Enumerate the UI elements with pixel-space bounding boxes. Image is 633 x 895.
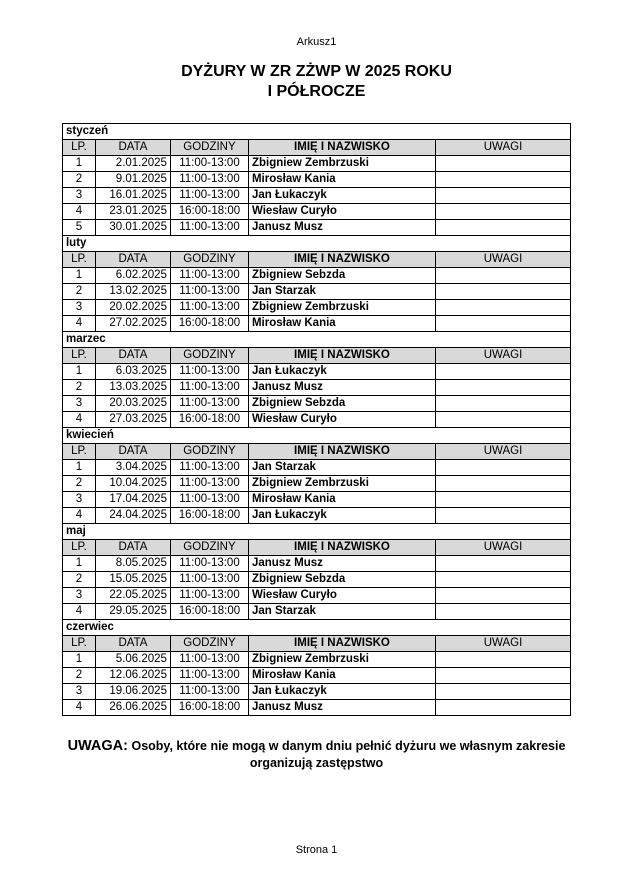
- note-text: Osoby, które nie mogą w danym dniu pełnić dyżuru we własnym zakresie organizują zastępstwo: [131, 739, 566, 770]
- date-cell: 3.04.2025: [95, 460, 170, 476]
- date-cell: 22.05.2025: [95, 588, 170, 604]
- duty-row: [62, 604, 570, 620]
- duty-row: [62, 684, 570, 700]
- duty-row: [62, 652, 570, 668]
- name-cell: Wiesław Curyło: [248, 204, 435, 220]
- hours-cell: 16:00-18:00: [170, 700, 248, 716]
- duty-row: [62, 492, 570, 508]
- hours-cell: 16:00-18:00: [170, 316, 248, 332]
- month-label: luty: [62, 236, 570, 252]
- hours-cell: 11:00-13:00: [170, 476, 248, 492]
- document-title: [0, 62, 633, 102]
- remarks-cell: [435, 412, 570, 428]
- name-cell: Jan Starzak: [248, 460, 435, 476]
- duty-row: [62, 316, 570, 332]
- duty-table: [62, 123, 571, 716]
- remarks-cell: [435, 476, 570, 492]
- month-row: [62, 620, 570, 636]
- column-header: IMIĘ I NAZWISKO: [248, 636, 435, 652]
- column-header: DATA: [95, 348, 170, 364]
- column-header-row: [62, 444, 570, 460]
- duty-row: [62, 668, 570, 684]
- date-cell: 6.03.2025: [95, 364, 170, 380]
- column-header: LP.: [62, 140, 95, 156]
- duty-row: [62, 172, 570, 188]
- page-number: Strona 1: [295, 844, 338, 856]
- date-cell: 27.03.2025: [95, 412, 170, 428]
- column-header: UWAGI: [435, 636, 570, 652]
- remarks-cell: [435, 172, 570, 188]
- lp-cell: 1: [62, 156, 95, 172]
- date-cell: 8.05.2025: [95, 556, 170, 572]
- month-section: [62, 332, 570, 428]
- duty-row: [62, 300, 570, 316]
- date-cell: 13.03.2025: [95, 380, 170, 396]
- hours-cell: 16:00-18:00: [170, 604, 248, 620]
- duty-row: [62, 188, 570, 204]
- lp-cell: 3: [62, 396, 95, 412]
- name-cell: Jan Starzak: [248, 284, 435, 300]
- column-header: GODZINY: [170, 540, 248, 556]
- column-header: DATA: [95, 636, 170, 652]
- remarks-cell: [435, 364, 570, 380]
- duty-row: [62, 508, 570, 524]
- lp-cell: 4: [62, 412, 95, 428]
- date-cell: 23.01.2025: [95, 204, 170, 220]
- column-header: LP.: [62, 348, 95, 364]
- lp-cell: 4: [62, 316, 95, 332]
- date-cell: 12.06.2025: [95, 668, 170, 684]
- month-row: [62, 524, 570, 540]
- column-header: UWAGI: [435, 348, 570, 364]
- name-cell: Zbigniew Sebzda: [248, 572, 435, 588]
- name-cell: Wiesław Curyło: [248, 412, 435, 428]
- hours-cell: 11:00-13:00: [170, 300, 248, 316]
- remarks-cell: [435, 380, 570, 396]
- lp-cell: 2: [62, 476, 95, 492]
- duty-row: [62, 556, 570, 572]
- remarks-cell: [435, 700, 570, 716]
- date-cell: 10.04.2025: [95, 476, 170, 492]
- column-header: LP.: [62, 540, 95, 556]
- month-section: [62, 524, 570, 620]
- column-header: IMIĘ I NAZWISKO: [248, 444, 435, 460]
- date-cell: 27.02.2025: [95, 316, 170, 332]
- date-cell: 24.04.2025: [95, 508, 170, 524]
- hours-cell: 11:00-13:00: [170, 588, 248, 604]
- date-cell: 13.02.2025: [95, 284, 170, 300]
- duty-row: [62, 700, 570, 716]
- date-cell: 17.04.2025: [95, 492, 170, 508]
- lp-cell: 2: [62, 572, 95, 588]
- hours-cell: 11:00-13:00: [170, 284, 248, 300]
- hours-cell: 11:00-13:00: [170, 172, 248, 188]
- duty-row: [62, 220, 570, 236]
- column-header: IMIĘ I NAZWISKO: [248, 540, 435, 556]
- month-label: marzec: [62, 332, 570, 348]
- lp-cell: 2: [62, 172, 95, 188]
- remarks-cell: [435, 684, 570, 700]
- name-cell: Janusz Musz: [248, 700, 435, 716]
- name-cell: Mirosław Kania: [248, 172, 435, 188]
- duty-row: [62, 284, 570, 300]
- hours-cell: 16:00-18:00: [170, 412, 248, 428]
- month-row: [62, 236, 570, 252]
- column-header: IMIĘ I NAZWISKO: [248, 348, 435, 364]
- name-cell: Jan Łukaczyk: [248, 684, 435, 700]
- remarks-cell: [435, 556, 570, 572]
- lp-cell: 3: [62, 684, 95, 700]
- date-cell: 30.01.2025: [95, 220, 170, 236]
- remarks-cell: [435, 300, 570, 316]
- month-section: [62, 236, 570, 332]
- lp-cell: 1: [62, 556, 95, 572]
- column-header: DATA: [95, 252, 170, 268]
- remarks-cell: [435, 268, 570, 284]
- note-label: UWAGA:: [67, 738, 128, 754]
- hours-cell: 11:00-13:00: [170, 156, 248, 172]
- date-cell: 5.06.2025: [95, 652, 170, 668]
- name-cell: Janusz Musz: [248, 220, 435, 236]
- name-cell: Jan Łukaczyk: [248, 188, 435, 204]
- remarks-cell: [435, 396, 570, 412]
- column-header: GODZINY: [170, 444, 248, 460]
- month-row: [62, 332, 570, 348]
- lp-cell: 4: [62, 204, 95, 220]
- column-header: GODZINY: [170, 348, 248, 364]
- name-cell: Zbigniew Zembrzuski: [248, 300, 435, 316]
- column-header: UWAGI: [435, 140, 570, 156]
- duty-row: [62, 588, 570, 604]
- column-header: IMIĘ I NAZWISKO: [248, 140, 435, 156]
- column-header: DATA: [95, 540, 170, 556]
- remarks-cell: [435, 508, 570, 524]
- remarks-cell: [435, 460, 570, 476]
- duty-row: [62, 268, 570, 284]
- column-header-row: [62, 140, 570, 156]
- remarks-cell: [435, 220, 570, 236]
- lp-cell: 4: [62, 508, 95, 524]
- duty-row: [62, 364, 570, 380]
- lp-cell: 2: [62, 668, 95, 684]
- remarks-cell: [435, 316, 570, 332]
- lp-cell: 1: [62, 460, 95, 476]
- month-section: [62, 620, 570, 716]
- hours-cell: 11:00-13:00: [170, 364, 248, 380]
- column-header-row: [62, 540, 570, 556]
- hours-cell: 11:00-13:00: [170, 380, 248, 396]
- date-cell: 26.06.2025: [95, 700, 170, 716]
- hours-cell: 16:00-18:00: [170, 508, 248, 524]
- date-cell: 6.02.2025: [95, 268, 170, 284]
- date-cell: 20.02.2025: [95, 300, 170, 316]
- hours-cell: 16:00-18:00: [170, 204, 248, 220]
- column-header: DATA: [95, 140, 170, 156]
- remarks-cell: [435, 204, 570, 220]
- name-cell: Janusz Musz: [248, 380, 435, 396]
- name-cell: Jan Łukaczyk: [248, 508, 435, 524]
- remarks-cell: [435, 572, 570, 588]
- duty-row: [62, 572, 570, 588]
- duty-row: [62, 204, 570, 220]
- month-row: [62, 124, 570, 140]
- hours-cell: 11:00-13:00: [170, 684, 248, 700]
- remarks-cell: [435, 604, 570, 620]
- hours-cell: 11:00-13:00: [170, 396, 248, 412]
- column-header: GODZINY: [170, 140, 248, 156]
- lp-cell: 2: [62, 284, 95, 300]
- month-label: maj: [62, 524, 570, 540]
- column-header: UWAGI: [435, 540, 570, 556]
- duty-row: [62, 412, 570, 428]
- document-title-line1: DYŻURY W ZR ZŻWP W 2025 ROKU: [181, 63, 452, 80]
- lp-cell: 5: [62, 220, 95, 236]
- lp-cell: 3: [62, 188, 95, 204]
- column-header-row: [62, 636, 570, 652]
- lp-cell: 1: [62, 652, 95, 668]
- lp-cell: 4: [62, 604, 95, 620]
- lp-cell: 3: [62, 492, 95, 508]
- date-cell: 2.01.2025: [95, 156, 170, 172]
- remarks-cell: [435, 156, 570, 172]
- name-cell: Zbigniew Zembrzuski: [248, 156, 435, 172]
- column-header: GODZINY: [170, 252, 248, 268]
- remarks-cell: [435, 588, 570, 604]
- sheet-name-label: Arkusz1: [296, 36, 337, 48]
- date-cell: 29.05.2025: [95, 604, 170, 620]
- column-header: LP.: [62, 444, 95, 460]
- note: [66, 738, 568, 772]
- date-cell: 19.06.2025: [95, 684, 170, 700]
- remarks-cell: [435, 652, 570, 668]
- column-header: DATA: [95, 444, 170, 460]
- name-cell: Zbigniew Sebzda: [248, 396, 435, 412]
- date-cell: 16.01.2025: [95, 188, 170, 204]
- lp-cell: 2: [62, 380, 95, 396]
- lp-cell: 3: [62, 300, 95, 316]
- name-cell: Mirosław Kania: [248, 492, 435, 508]
- column-header: LP.: [62, 636, 95, 652]
- date-cell: 15.05.2025: [95, 572, 170, 588]
- duty-row: [62, 380, 570, 396]
- column-header: UWAGI: [435, 444, 570, 460]
- hours-cell: 11:00-13:00: [170, 220, 248, 236]
- duty-row: [62, 460, 570, 476]
- hours-cell: 11:00-13:00: [170, 556, 248, 572]
- lp-cell: 1: [62, 268, 95, 284]
- name-cell: Zbigniew Zembrzuski: [248, 652, 435, 668]
- hours-cell: 11:00-13:00: [170, 188, 248, 204]
- remarks-cell: [435, 668, 570, 684]
- column-header: LP.: [62, 252, 95, 268]
- duty-row: [62, 476, 570, 492]
- lp-cell: 3: [62, 588, 95, 604]
- duty-row: [62, 396, 570, 412]
- remarks-cell: [435, 188, 570, 204]
- name-cell: Zbigniew Zembrzuski: [248, 476, 435, 492]
- date-cell: 9.01.2025: [95, 172, 170, 188]
- hours-cell: 11:00-13:00: [170, 492, 248, 508]
- name-cell: Zbigniew Sebzda: [248, 268, 435, 284]
- column-header-row: [62, 348, 570, 364]
- name-cell: Jan Starzak: [248, 604, 435, 620]
- month-label: styczeń: [62, 124, 570, 140]
- hours-cell: 11:00-13:00: [170, 572, 248, 588]
- month-label: kwiecień: [62, 428, 570, 444]
- hours-cell: 11:00-13:00: [170, 268, 248, 284]
- remarks-cell: [435, 284, 570, 300]
- hours-cell: 11:00-13:00: [170, 460, 248, 476]
- column-header: IMIĘ I NAZWISKO: [248, 252, 435, 268]
- month-section: [62, 428, 570, 524]
- document-title-line2: I PÓŁROCZE: [267, 83, 366, 100]
- remarks-cell: [435, 492, 570, 508]
- column-header: GODZINY: [170, 636, 248, 652]
- duty-row: [62, 156, 570, 172]
- name-cell: Jan Łukaczyk: [248, 364, 435, 380]
- date-cell: 20.03.2025: [95, 396, 170, 412]
- month-label: czerwiec: [62, 620, 570, 636]
- name-cell: Wiesław Curyło: [248, 588, 435, 604]
- name-cell: Mirosław Kania: [248, 668, 435, 684]
- month-row: [62, 428, 570, 444]
- column-header: UWAGI: [435, 252, 570, 268]
- lp-cell: 1: [62, 364, 95, 380]
- lp-cell: 4: [62, 700, 95, 716]
- name-cell: Mirosław Kania: [248, 316, 435, 332]
- hours-cell: 11:00-13:00: [170, 668, 248, 684]
- month-section: [62, 124, 570, 236]
- column-header-row: [62, 252, 570, 268]
- name-cell: Janusz Musz: [248, 556, 435, 572]
- hours-cell: 11:00-13:00: [170, 652, 248, 668]
